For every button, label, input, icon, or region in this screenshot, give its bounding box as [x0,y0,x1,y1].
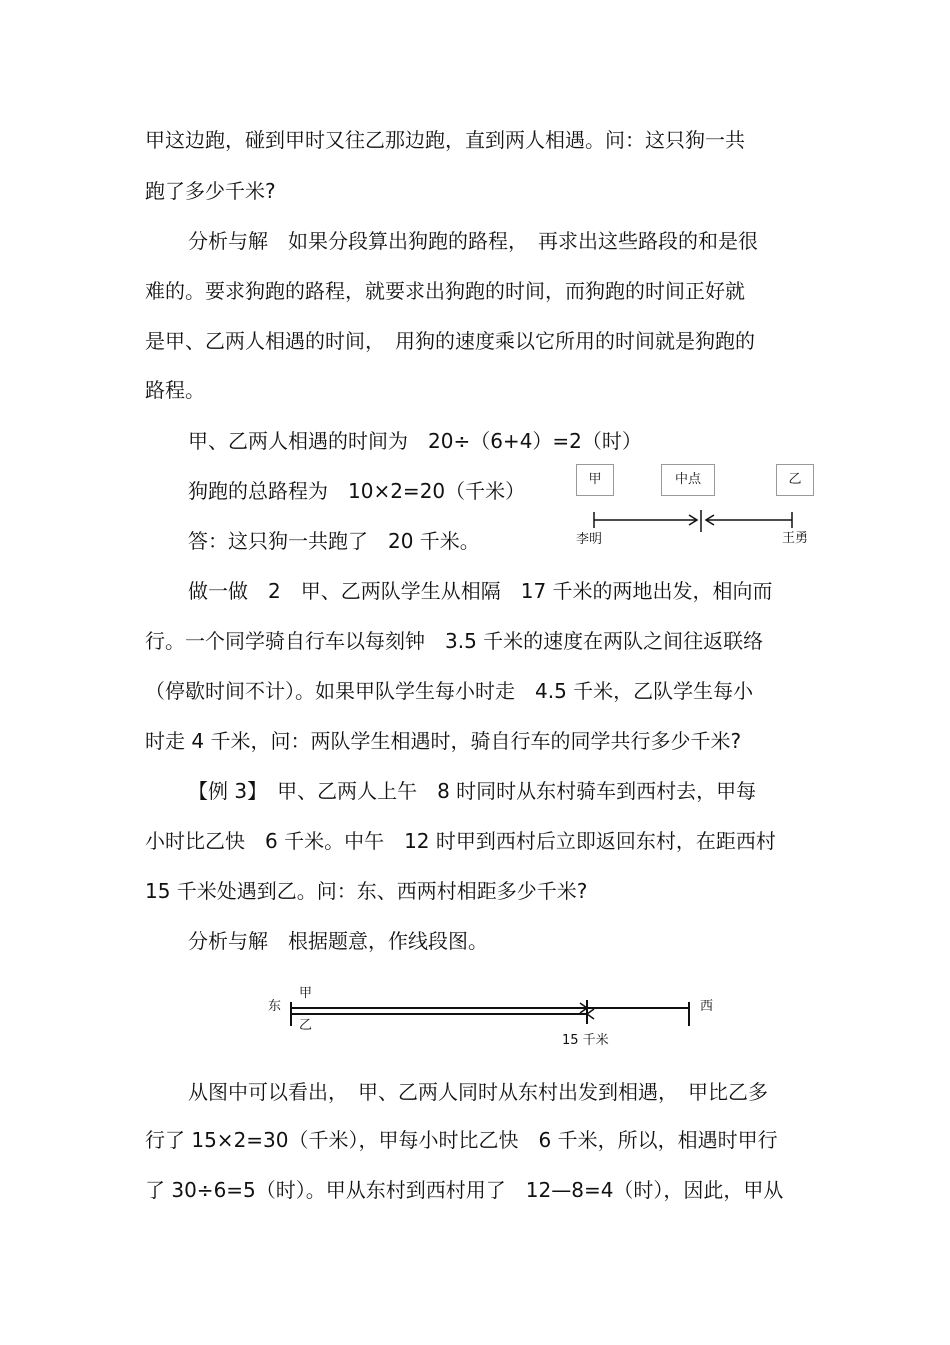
label-east: 东 [268,999,282,1014]
text-line: 时走 4 千米，问：两队学生相遇时，骑自行车的同学共行多少千米? [145,729,742,753]
text-line: 答：这只狗一共跑了 20 千米。 [188,529,480,553]
text-line: 难的。要求狗跑的路程，就要求出狗跑的时间，而狗跑的时间正好就 [145,279,745,303]
text-line: 小时比乙快 6 千米。中午 12 时甲到西村后立即返回东村，在距西村 [145,829,776,853]
text-line: 甲这边跑，碰到甲时又往乙那边跑，直到两人相遇。问：这只狗一共 [145,128,745,152]
text-line: 了 30÷6=5（时）。甲从东村到西村用了 12—8=4（时），因此，甲从 [145,1178,784,1202]
label-wangyong: 王勇 [782,531,809,546]
box-yi: 乙 [776,464,814,496]
text-line: 15 千米处遇到乙。问：东、西两村相距多少千米? [145,879,588,903]
text-line: 从图中可以看出， 甲、乙两人同时从东村出发到相遇， 甲比乙多 [188,1080,768,1104]
label-15km: 15 千米 [562,1033,609,1048]
text-line: 做一做 2 甲、乙两队学生从相隔 17 千米的两地出发，相向而 [188,579,773,603]
text-line: 分析与解 根据题意，作线段图。 [188,929,488,953]
label-jia: 甲 [299,986,313,1001]
text-line: 路程。 [145,378,205,402]
text-line: 跑了多少千米? [145,179,276,203]
text-line: 是甲、乙两人相遇的时间， 用狗的速度乘以它所用的时间就是狗跑的 [145,329,755,353]
text-line: 【例 3】 甲、乙两人上午 8 时同时从东村骑车到西村去，甲每 [188,779,757,803]
box-jia: 甲 [576,464,614,496]
text-line: （停歇时间不计）。如果甲队学生每小时走 4.5 千米，乙队学生每小 [145,679,754,703]
label-liming: 李明 [576,532,603,547]
text-line: 狗跑的总路程为 10×2=20（千米） [188,479,526,503]
box-midpoint: 中点 [661,464,715,496]
text-line: 行。一个同学骑自行车以每刻钟 3.5 千米的速度在两队之间往返联络 [145,629,764,653]
text-line: 分析与解 如果分段算出狗跑的路程， 再求出这些路段的和是很 [188,229,758,253]
label-west: 西 [700,999,714,1014]
text-line: 行了 15×2=30（千米），甲每小时比乙快 6 千米，所以，相遇时甲行 [145,1128,778,1152]
label-yi: 乙 [299,1018,313,1033]
text-line: 甲、乙两人相遇的时间为 20÷（6+4）=2（时） [188,429,642,453]
